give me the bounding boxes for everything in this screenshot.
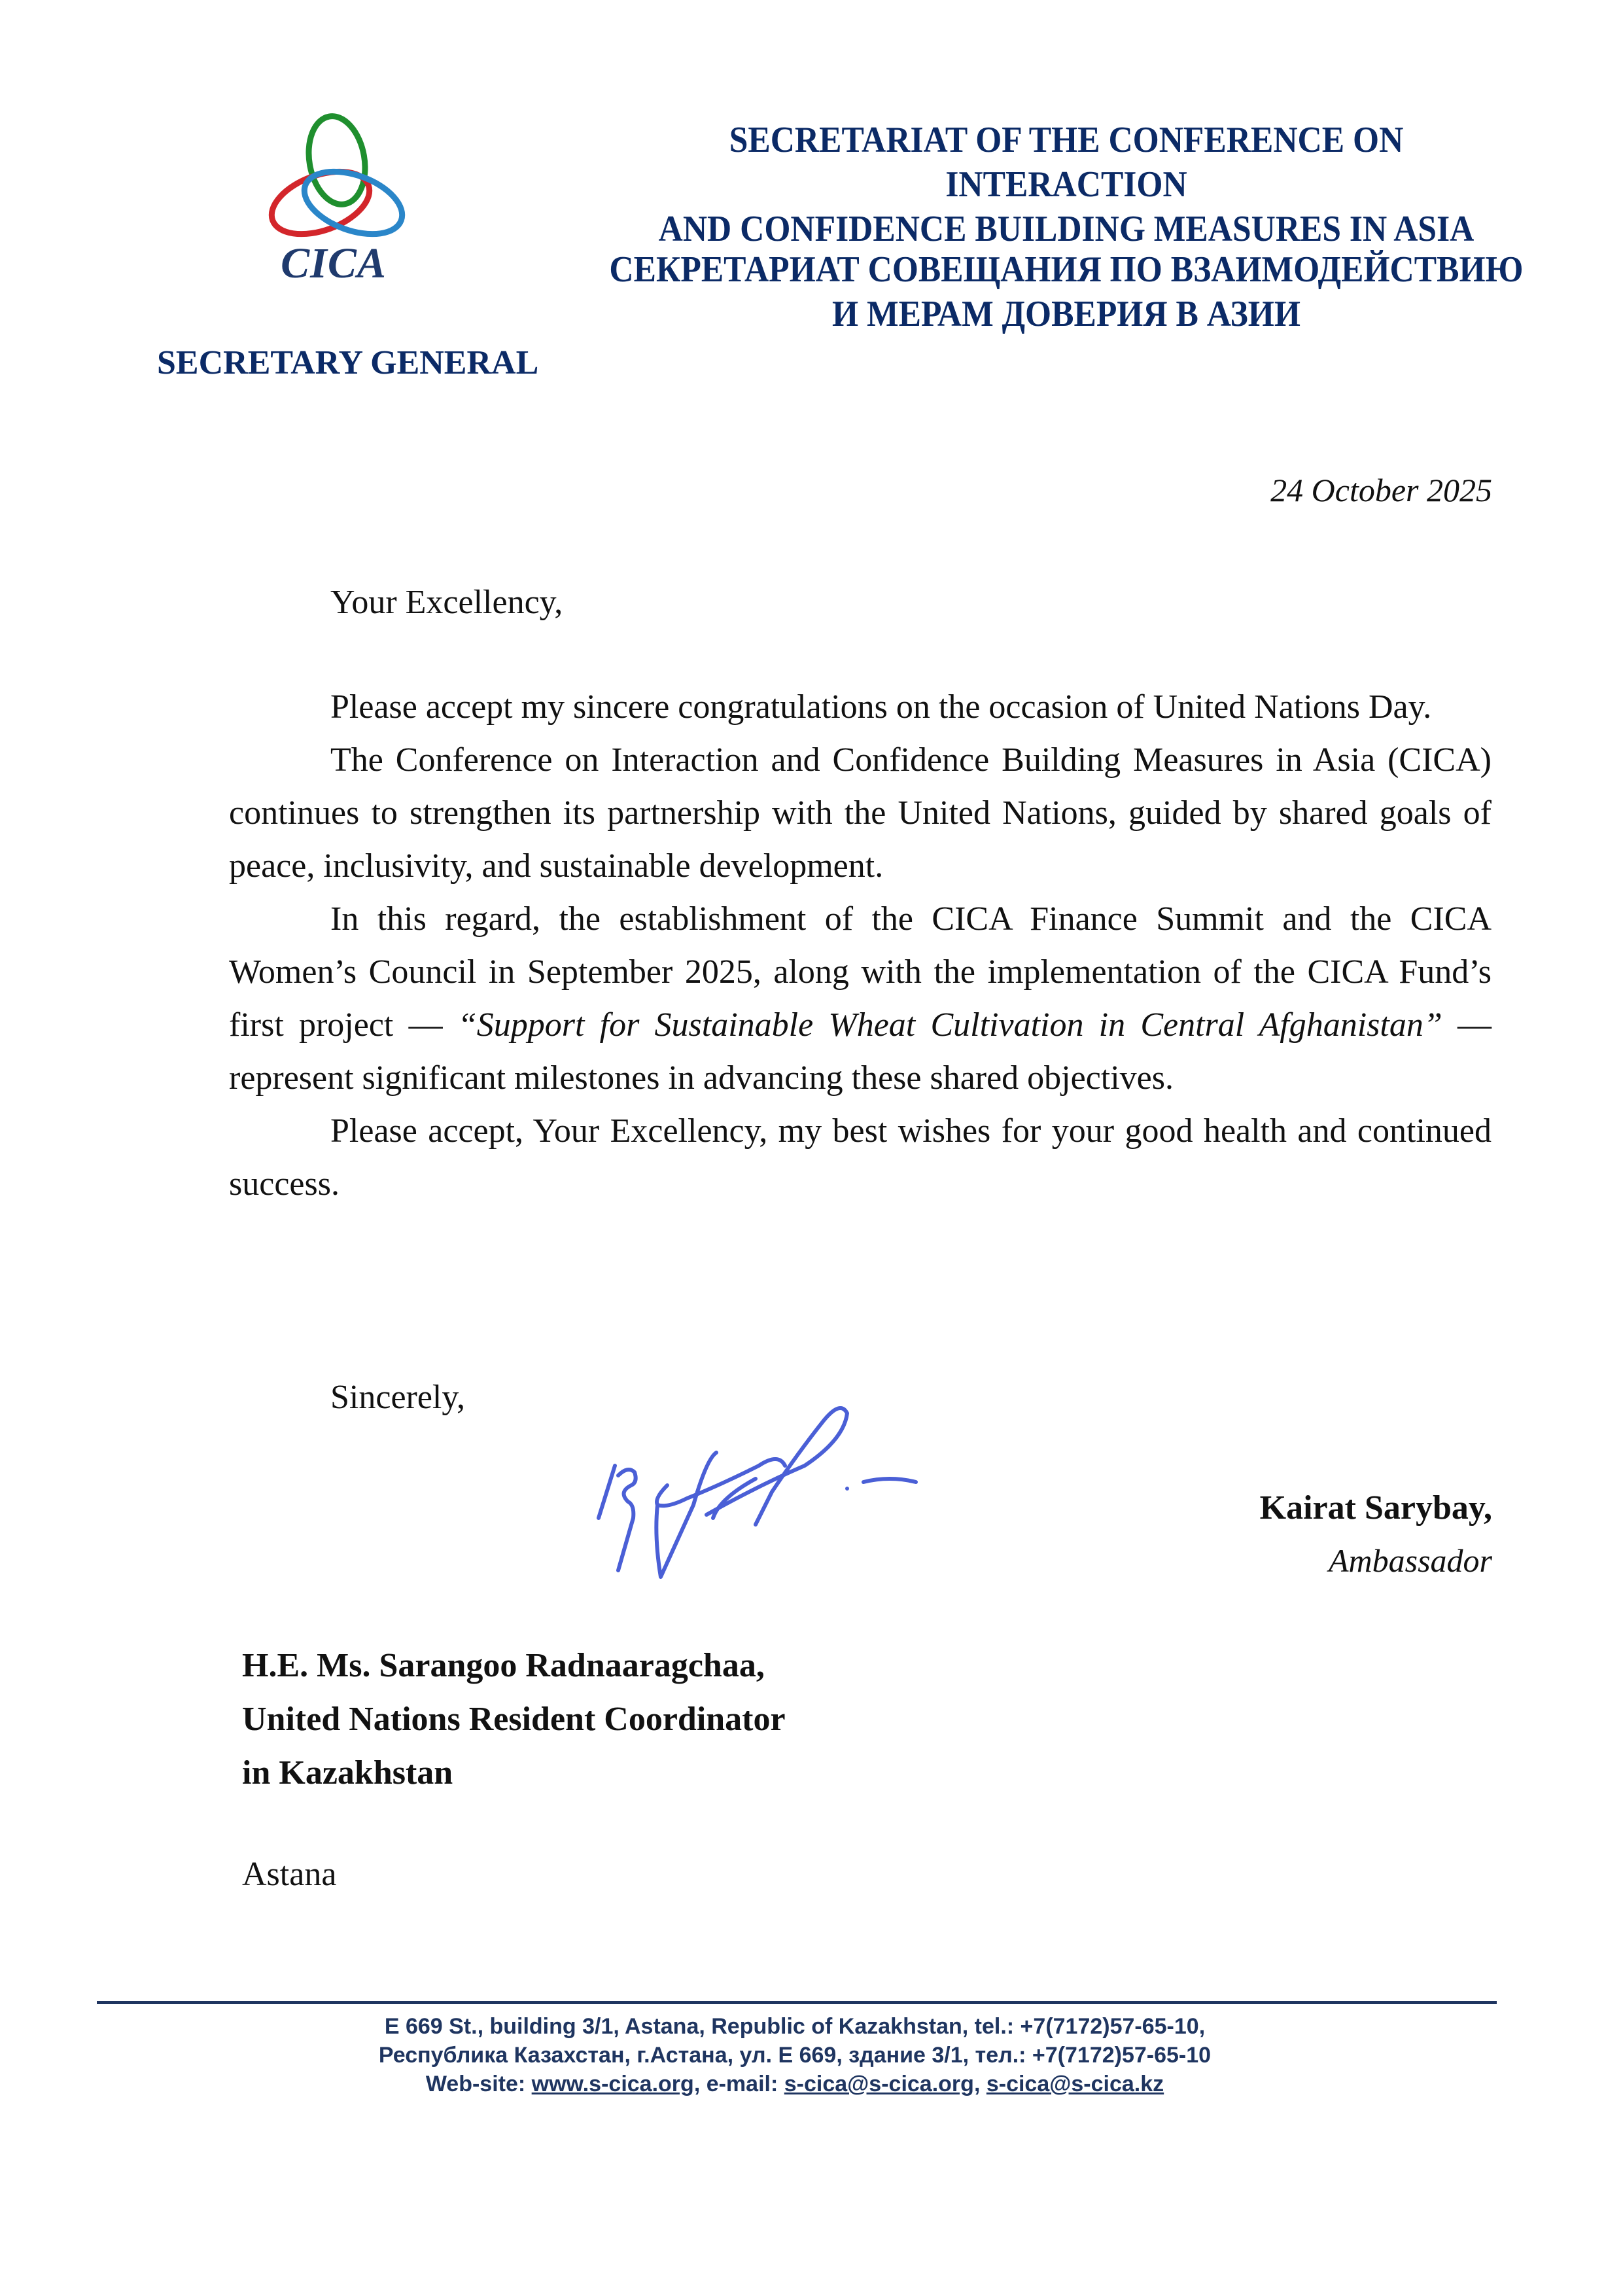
cica-logo-icon [262,111,412,242]
header-title-en-line1: SECRETARIAT OF THE CONFERENCE ON INTERACTION [729,120,1404,205]
logo-wordmark: CICA [281,239,387,287]
footer-address-en: E 669 St., building 3/1, Astana, Republic of Kazakhstan, tel.: +7(7172)57-65-10, [384,2014,1206,2039]
email-label: , e-mail: [693,2072,784,2096]
header-title-ru-line1: СЕКРЕТАРИАТ СОВЕЩАНИЯ ПО ВЗАИМОДЕЙСТВИЮ [609,249,1524,290]
signer-title: Ambassador [1328,1542,1492,1579]
secretary-general-label: SECRETARY GENERAL [157,344,539,381]
footer-address-ru: Республика Казахстан, г.Астана, ул. E 669, здание 3/1, тел.: +7(7172)57-65-10 [378,2043,1212,2068]
closing: Sincerely, [330,1379,465,1416]
addressee-position: United Nations Resident Coordinator [242,1701,786,1738]
signature-icon [589,1387,1178,1583]
paragraph-3 [229,892,1492,1104]
email-link-kz[interactable]: s-cica@s-cica.kz [986,2072,1164,2096]
signer-block [1260,1482,1492,1587]
project-title: “Support for Sustainable Wheat Cultivation in Central Afghanistan” [457,1006,1442,1044]
letter-date: 24 October 2025 [1270,472,1492,508]
paragraph-3-start: In this regard, the establishment of the CICA Finance Summit and the CICA Women’s Council in September 2025, along with the implementation of the CICA Fund’s first project — [229,900,1492,1044]
website-label: Web-site: [425,2072,532,2096]
letter-body [229,680,1492,1210]
paragraph-2: The Conference on Interaction and Confidence Building Measures in Asia (CICA) continues to strengthen its partnership with the United Nations, guided by shared goals of peace, inclusivity, and sustainable development. [229,741,1492,885]
email-link-org[interactable]: s-cica@s-cica.org [784,2072,974,2096]
salutation: Your Excellency, [330,584,563,621]
website-link[interactable]: www.s-cica.org [531,2072,694,2096]
paragraph-4: Please accept, Your Excellency, my best wishes for your good health and continued success. [229,1112,1492,1203]
addressee-name: H.E. Ms. Sarangoo Radnaaragchaa, [242,1647,765,1684]
header-title-ru-line2: И МЕРАМ ДОВЕРИЯ В АЗИИ [832,294,1300,334]
header-title-en-line2: AND CONFIDENCE BUILDING MEASURES IN ASIA [658,209,1475,249]
header-title-english [609,118,1524,251]
email-separator: , [973,2072,986,2096]
header-title-russian [609,247,1524,336]
footer [92,2012,1498,2098]
addressee-block [242,1639,786,1800]
footer-contacts [92,2070,1498,2098]
signer-name: Kairat Sarybay, [1259,1489,1492,1527]
paragraph-1: Please accept my sincere congratulations on the occasion of United Nations Day. [330,688,1432,726]
addressee-country: in Kazakhstan [242,1754,453,1792]
paragraph-3-end: — represent significant milestones in advancing these shared objectives. [229,1006,1492,1097]
footer-divider [97,2001,1497,2004]
addressee-city: Astana [242,1856,337,1893]
